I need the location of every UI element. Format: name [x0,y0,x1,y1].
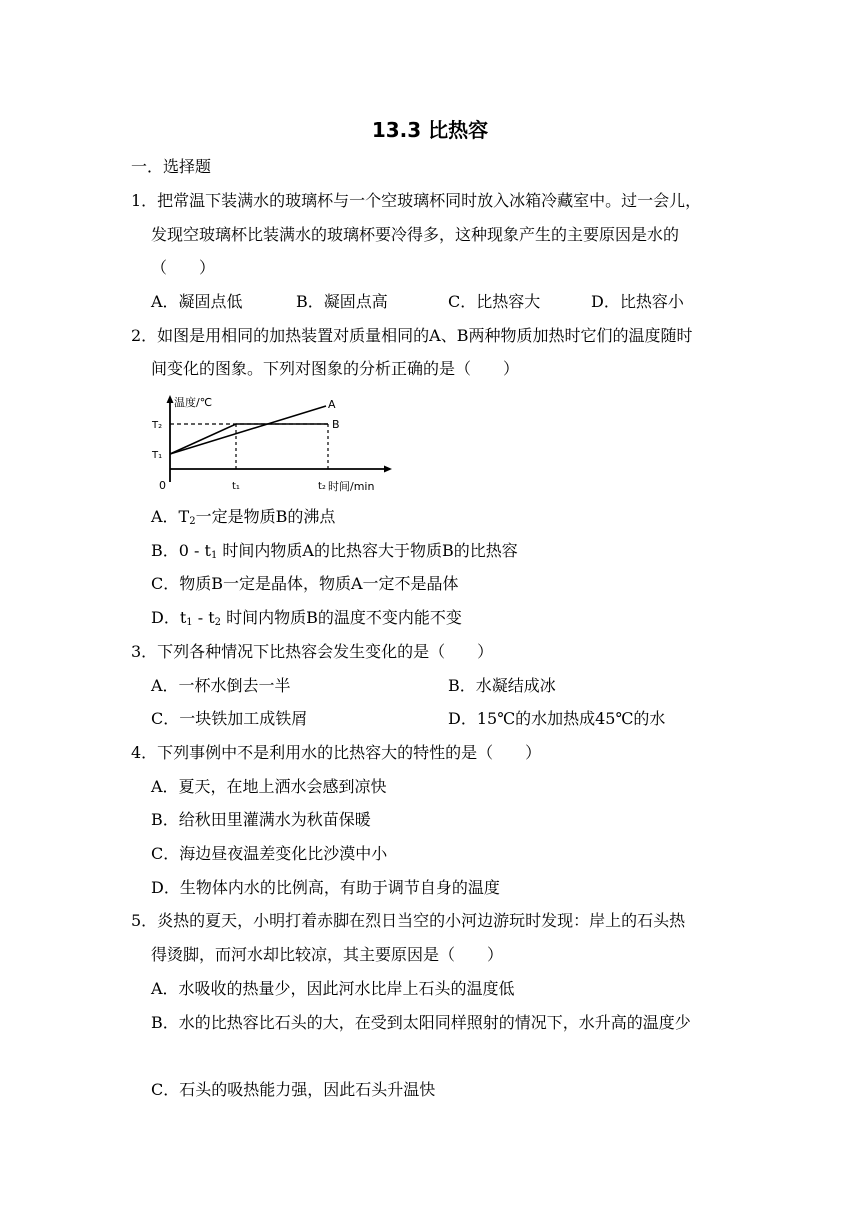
y-axis-arrow [167,395,174,403]
question-4-option-c: C．海边昼夜温差变化比沙漠中小 [151,844,388,863]
question-2-option-c: C．物质B一定是晶体，物质A一定不是晶体 [151,574,459,593]
series-b-line [170,424,328,454]
option-d: D．比热容小 [591,292,684,311]
question-1-line-1: 1．把常温下装满水的玻璃杯与一个空玻璃杯同时放入冰箱冷藏室中。过一会儿， [131,191,702,210]
question-2-option-b: B．$0 - t_1$ 时间内物质A的比热容大于物质B的比热容 [151,541,518,561]
option-a: A．凝固点低 [151,292,243,311]
series-a-label: A [328,398,336,411]
x-tick-t1: t₁ [232,481,240,492]
question-4-option-a: A．夏天，在地上洒水会感到凉快 [151,777,387,796]
series-b-label: B [332,418,340,431]
question-1-line-3: （ ） [151,258,216,277]
question-1-line-2: 发现空玻璃杯比装满水的玻璃杯要冷得多，这种现象产生的主要原因是水的 [151,225,680,244]
option-b: B．水凝结成冰 [448,676,556,695]
option-d: D．15℃的水加热成45℃的水 [448,709,666,728]
x-axis-label: 时间/min [328,480,375,493]
question-2-line-1: 2．如图是用相同的加热装置对质量相同的A、B两种物质加热时它们的温度随时 [131,326,693,345]
question-5-option-c: C．石头的吸热能力强，因此石头升温快 [151,1080,436,1099]
section-heading: 一．选择题 [131,157,212,176]
y-tick-t2: T₂ [152,420,163,431]
question-3-line-1: 3．下列各种情况下比热容会发生变化的是（ ） [131,642,494,661]
option-c: C．一块铁加工成铁屑 [151,709,308,728]
temperature-time-graph [148,392,408,496]
x-axis-arrow [384,466,392,473]
x-tick-t2: t₂ [318,481,326,492]
series-a-line [170,406,326,454]
question-4-option-b: B．给秋田里灌满水为秋苗保暖 [151,810,371,829]
option-a: A．一杯水倒去一半 [151,676,291,695]
question-4-option-d: D．生物体内水的比例高，有助于调节自身的温度 [151,878,500,897]
page-title: 13.3 比热容 [371,118,489,142]
question-2-option-a: A．$T_2$一定是物质B的沸点 [151,507,336,527]
question-5-option-b: B．水的比热容比石头的大，在受到太阳同样照射的情况下，水升高的温度少 [151,1013,691,1032]
y-tick-t1: T₁ [152,450,163,461]
question-5-option-a: A．水吸收的热量少，因此河水比岸上石头的温度低 [151,979,515,998]
question-5-line-1: 5．炎热的夏天，小明打着赤脚在烈日当空的小河边游玩时发现：岸上的石头热 [131,911,686,930]
origin-label: 0 [159,479,166,492]
question-5-line-2: 得烫脚，而河水却比较凉，其主要原因是（ ） [151,945,504,964]
y-axis-label: 温度/℃ [174,396,213,409]
question-4-line-1: 4．下列事例中不是利用水的比热容大的特性的是（ ） [131,743,542,762]
question-2-line-2: 间变化的图象。下列对图象的分析正确的是（ ） [151,359,520,378]
option-b: B．凝固点高 [296,292,388,311]
question-2-option-d: D．$t_1 - t_2$ 时间内物质B的温度不变内能不变 [151,608,462,628]
option-c: C．比热容大 [448,292,541,311]
